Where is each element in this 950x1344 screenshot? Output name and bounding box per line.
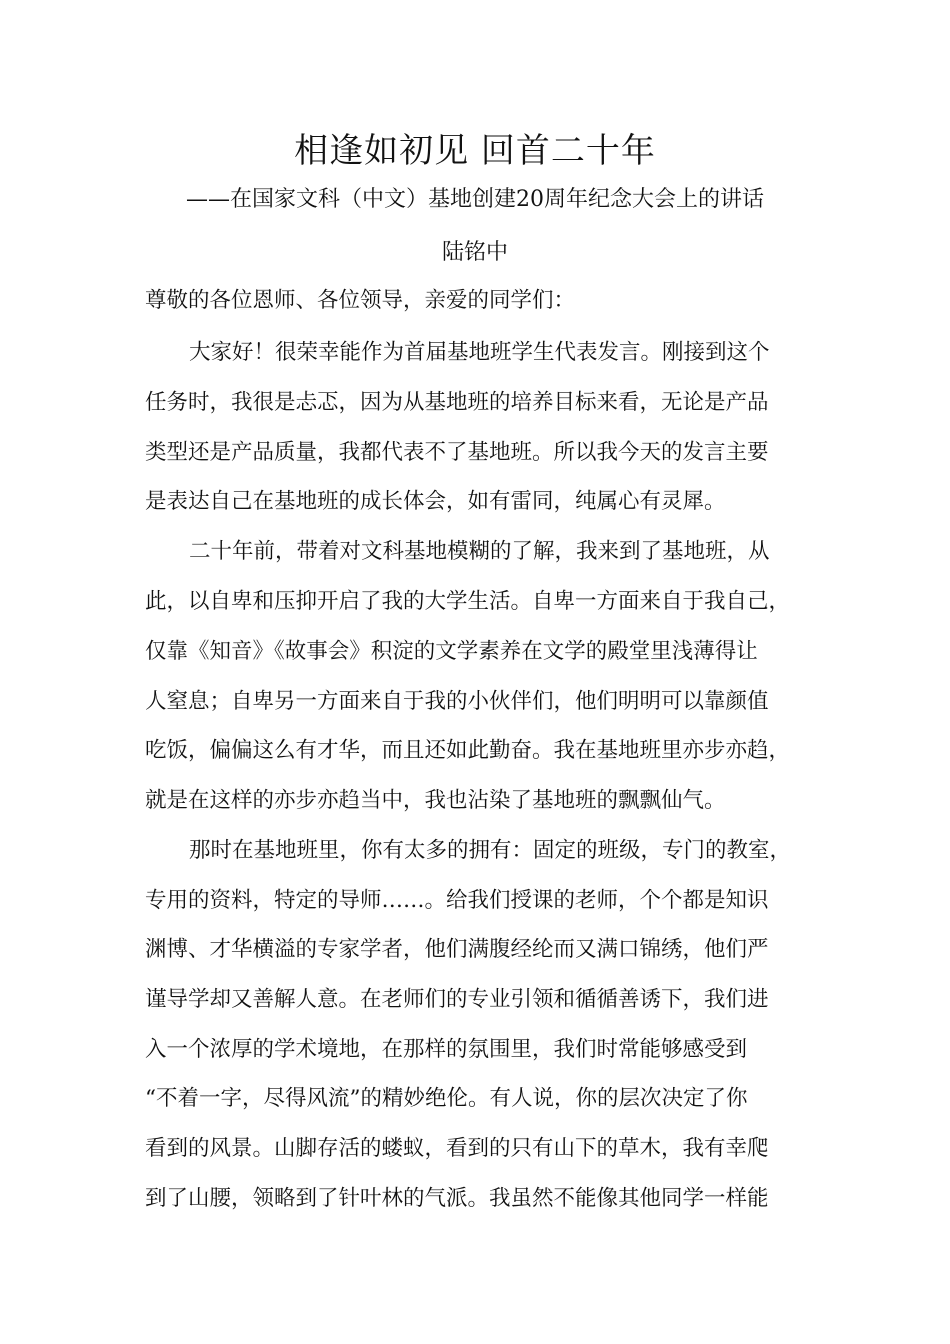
paragraph-2-line-4: 人窒息；自卑另一方面来自于我的小伙伴们，他们明明可以靠颜值: [145, 689, 769, 714]
document-subtitle: ——在国家文科（中文）基地创建20周年纪念大会上的讲话: [186, 187, 764, 212]
paragraph-3-line-2: 专用的资料，特定的导师……。给我们授课的老师，个个都是知识: [145, 888, 769, 913]
document-title: 相逢如初见 回首二十年: [294, 131, 656, 171]
paragraph-3-line-8: 到了山腰，领略到了针叶林的气派。我虽然不能像其他同学一样能: [145, 1186, 769, 1211]
paragraph-1-line-4: 是表达自己在基地班的成长体会，如有雷同，纯属心有灵犀。: [145, 489, 726, 514]
salutation: 尊敬的各位恩师、各位领导，亲爱的同学们：: [145, 288, 576, 313]
paragraph-1-line-2: 任务时，我很是忐忑，因为从基地班的培养目标来看，无论是产品: [145, 390, 769, 415]
paragraph-2-line-2: 此，以自卑和压抑开启了我的大学生活。自卑一方面来自于我自己，: [145, 589, 791, 614]
paragraph-3-line-7: 看到的风景。山脚存活的蝼蚁，看到的只有山下的草木，我有幸爬: [145, 1136, 769, 1161]
paragraph-1-line-1: 大家好！很荣幸能作为首届基地班学生代表发言。刚接到这个: [189, 340, 770, 365]
paragraph-3-line-4: 谨导学却又善解人意。在老师们的专业引领和循循善诱下，我们进: [145, 987, 769, 1012]
paragraph-2-line-5: 吃饭，偏偏这么有才华，而且还如此勤奋。我在基地班里亦步亦趋，: [145, 738, 791, 763]
author-name: 陆铭中: [441, 240, 508, 265]
paragraph-3-line-5: 入一个浓厚的学术境地，在那样的氛围里，我们时常能够感受到: [145, 1037, 748, 1062]
paragraph-3-line-1: 那时在基地班里，你有太多的拥有：固定的班级，专门的教室，: [189, 838, 792, 863]
paragraph-1-line-3: 类型还是产品质量，我都代表不了基地班。所以我今天的发言主要: [145, 440, 769, 465]
paragraph-2-line-3: 仅靠《知音》《故事会》积淀的文学素养在文学的殿堂里浅薄得让: [145, 639, 758, 664]
paragraph-3-line-3: 渊博、才华横溢的专家学者，他们满腹经纶而又满口锦绣，他们严: [145, 937, 769, 962]
paragraph-2-line-6: 就是在这样的亦步亦趋当中，我也沾染了基地班的飘飘仙气。: [145, 788, 726, 813]
paragraph-2-line-1: 二十年前，带着对文科基地模糊的了解，我来到了基地班，从: [189, 539, 770, 564]
paragraph-3-line-6: “不着一字，尽得风流”的精妙绝伦。有人说，你的层次决定了你: [145, 1086, 748, 1111]
